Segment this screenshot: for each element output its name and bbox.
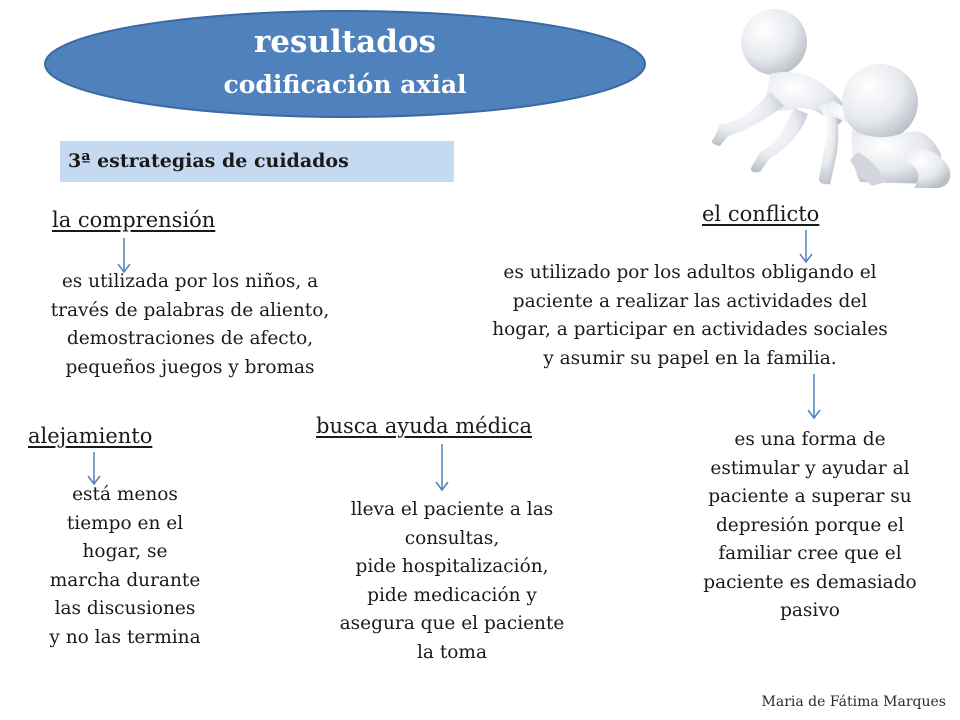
- text-line: hogar, a participar en actividades sociales: [492, 319, 888, 340]
- text-line: pequeños juegos y bromas: [65, 356, 315, 378]
- text-line: pide medicación y: [367, 584, 537, 606]
- section-title: 3ª estrategias de cuidados: [68, 150, 349, 172]
- text-line: marcha durante: [49, 569, 201, 591]
- heading-conflicto: el conflicto: [702, 202, 820, 226]
- arrow-ayuda: [434, 444, 450, 492]
- text-line: consultas,: [404, 527, 500, 549]
- page-title: resultados: [253, 24, 437, 60]
- text-line: demostraciones de afecto,: [66, 328, 314, 349]
- text-line: paciente a realizar las actividades del: [512, 290, 868, 312]
- text-line: estimular y ayudar al: [710, 457, 910, 479]
- text-conflicto-extra: [660, 426, 960, 626]
- text-line: través de palabras de aliento,: [50, 299, 330, 321]
- text-line: paciente es demasiado: [703, 571, 917, 593]
- text-line: depresión porque el: [715, 514, 905, 536]
- helping-figures-illustration: [700, 2, 958, 192]
- text-line: tiempo en el: [66, 512, 184, 534]
- text-line: pasivo: [780, 600, 840, 621]
- text-line: hogar, se: [82, 541, 168, 562]
- text-line: familiar cree que el: [718, 543, 902, 564]
- text-line: es utilizado por los adultos obligando el: [503, 262, 877, 283]
- text-line: es una forma de: [734, 429, 886, 450]
- heading-alejamiento: alejamiento: [28, 424, 153, 448]
- heading-ayuda: busca ayuda médica: [316, 414, 533, 438]
- author-credit: Maria de Fátima Marques: [761, 694, 946, 710]
- text-line: la toma: [417, 641, 487, 663]
- text-line: asegura que el paciente: [339, 613, 565, 634]
- text-line: es utilizada por los niños, a: [61, 271, 319, 292]
- page-subtitle: codificación axial: [223, 70, 467, 99]
- arrow-conflicto-2: [806, 374, 822, 420]
- text-line: y no las termina: [49, 626, 201, 648]
- text-line: pide hospitalización,: [355, 556, 549, 577]
- text-line: está menos: [72, 484, 178, 505]
- text-line: paciente a superar su: [708, 486, 912, 507]
- text-line: las discusiones: [54, 598, 196, 619]
- text-line: lleva el paciente a las: [350, 499, 554, 520]
- heading-comprension: la comprensión: [52, 208, 216, 232]
- text-comprension: [10, 268, 370, 382]
- text-ayuda: [292, 496, 612, 667]
- text-alejamiento: [10, 481, 240, 652]
- text-conflicto: [420, 259, 960, 373]
- text-line: y asumir su papel en la familia.: [543, 347, 837, 369]
